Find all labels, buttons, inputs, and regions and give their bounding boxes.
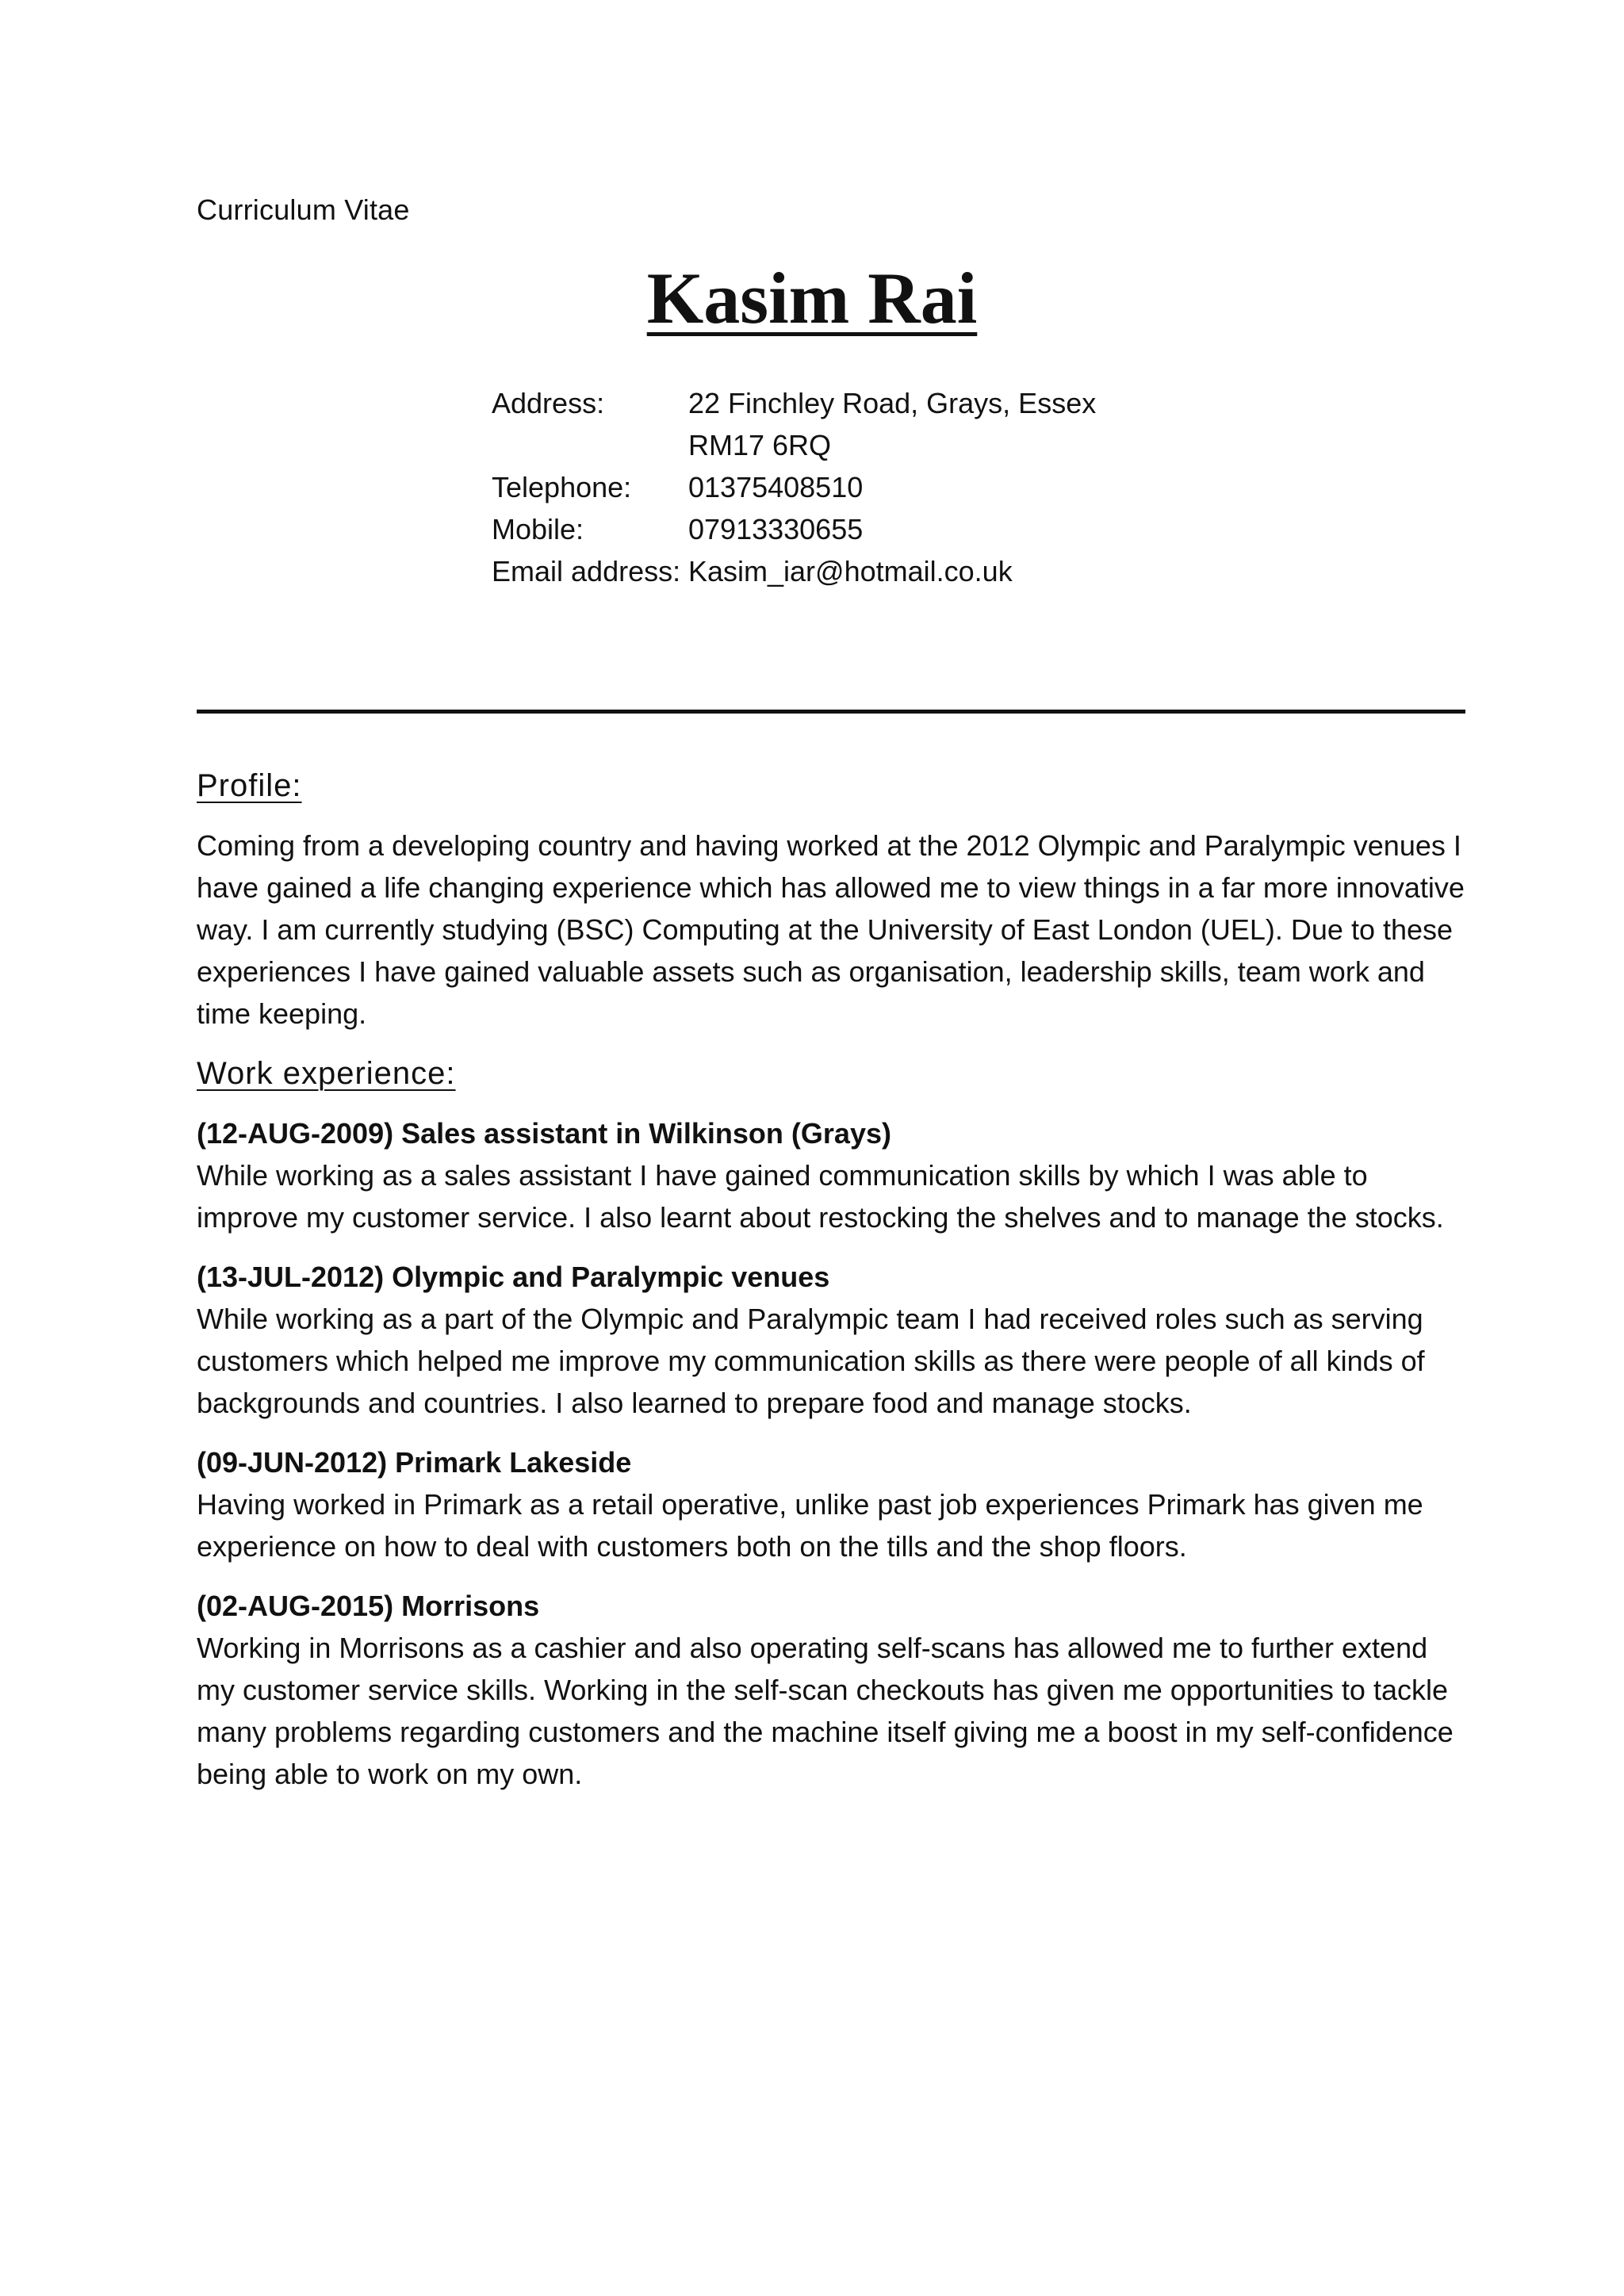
section-divider — [197, 710, 1465, 714]
job-entry — [197, 1112, 1465, 1238]
candidate-name-text: Kasim Rai — [646, 258, 978, 339]
address-line-2: RM17 6RQ — [688, 429, 832, 461]
job-entry — [197, 1256, 1465, 1424]
email-value: Kasim_iar@hotmail.co.uk — [688, 555, 1013, 587]
profile-heading: Profile: — [197, 768, 302, 803]
address-label: Address: — [492, 387, 605, 419]
job-title: (09-JUN-2012) Primark Lakeside — [197, 1446, 632, 1479]
mobile-label: Mobile: — [492, 513, 584, 545]
job-description: While working as a sales assistant I have gained communication skills by which I was able to improve my customer service. I also learnt about restocking the shelves and to manage the stocks. — [197, 1159, 1444, 1234]
candidate-name — [0, 258, 1624, 339]
job-entry — [197, 1441, 1465, 1567]
job-title: (12-AUG-2009) Sales assistant in Wilkinson (Grays) — [197, 1117, 891, 1150]
job-description: Having worked in Primark as a retail operative, unlike past job experiences Primark has given me experience on how to deal with customers both on the tills and the shop floors. — [197, 1488, 1423, 1563]
work-experience-heading: Work experience: — [197, 1056, 456, 1091]
job-description: While working as a part of the Olympic and Paralympic team I had received roles such as serving customers which helped me improve my communication skills as there were people of all kinds of backgrounds and countries. I also learned to prepare food and manage stocks. — [197, 1303, 1425, 1419]
document-label: Curriculum Vitae — [197, 193, 410, 226]
job-description: Working in Morrisons as a cashier and also operating self-scans has allowed me to further extend my customer service skills. Working in the self-scan checkouts has given me opportunities to tackle many problems regarding customers and the machine itself giving me a boost in my self-confidence being able to work on my own. — [197, 1632, 1454, 1790]
job-entry — [197, 1585, 1465, 1795]
contact-row-email — [492, 550, 1096, 592]
mobile-value: 07913330655 — [688, 513, 864, 545]
address-line-1: 22 Finchley Road, Grays, Essex — [688, 387, 1097, 419]
job-title: (02-AUG-2015) Morrisons — [197, 1590, 540, 1622]
email-label: Email address: — [492, 555, 681, 587]
telephone-value: 01375408510 — [688, 471, 864, 503]
contact-row-mobile — [492, 508, 1096, 550]
contact-row-postcode — [492, 424, 1096, 466]
profile-text: Coming from a developing country and having worked at the 2012 Olympic and Paralympic venues I have gained a life changing experience which has allowed me to view things in a far more innovative way. I am currently studying (BSC) Computing at the University of East London (UEL). Due to these experiences I have gained valuable assets such as organisation, leadership skills, team work and time keeping. — [197, 829, 1465, 1030]
contact-row-telephone — [492, 466, 1096, 508]
cv-body — [197, 763, 1465, 1812]
contact-details — [492, 382, 1096, 592]
contact-row-address — [492, 382, 1096, 424]
job-title: (13-JUL-2012) Olympic and Paralympic venues — [197, 1261, 830, 1293]
telephone-label: Telephone: — [492, 471, 632, 503]
